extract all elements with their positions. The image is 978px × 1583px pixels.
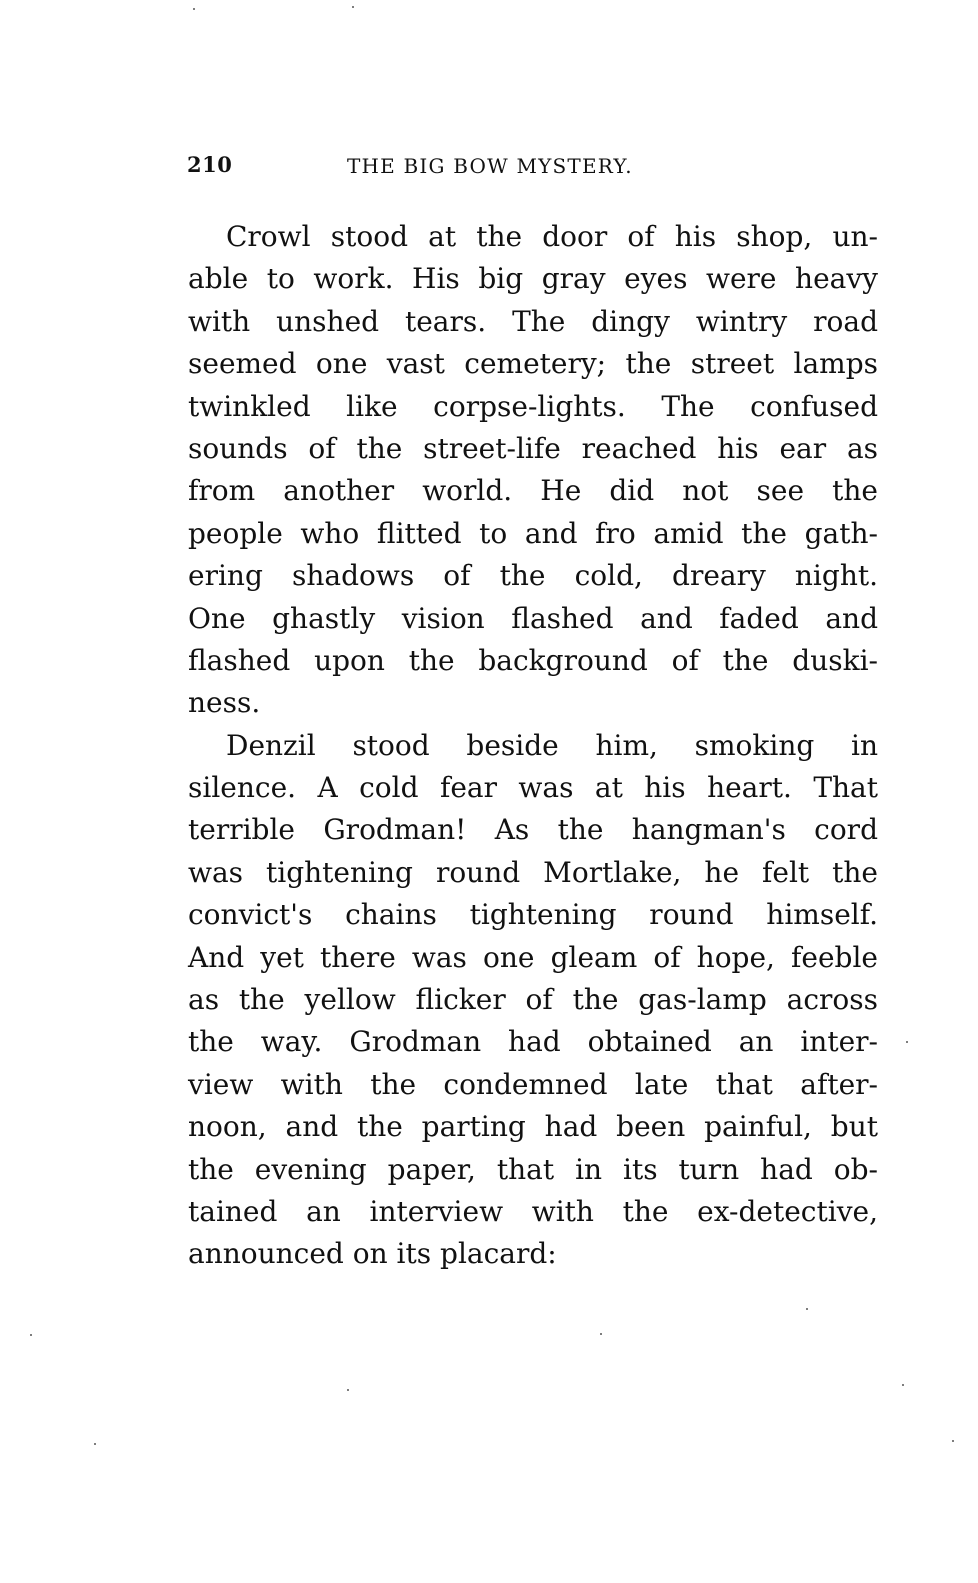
text-line: was tightening round Mortlake, he felt the [188,855,878,889]
text-line: sounds of the street-life reached his ear as [188,431,878,465]
text-line: seemed one vast cemetery; the street lamps [188,347,878,381]
text-line: with unshed tears. The dingy wintry road [188,304,878,338]
text-line: terrible Grodman! As the hangman's cord [188,813,878,847]
scan-speck [902,1384,904,1386]
text-line: from another world. He did not see the [188,474,878,508]
scan-speck [193,8,195,10]
text-line: noon, and the parting had been painful, but [188,1110,878,1144]
text-line: ering shadows of the cold, dreary night. [188,559,878,593]
scan-speck [352,6,354,8]
scan-speck [30,1334,32,1336]
text-line: And yet there was one gleam of hope, feeble [188,940,878,974]
scan-speck [952,1440,954,1442]
scan-speck [806,1308,808,1310]
running-title: THE BIG BOW MYSTERY. [347,154,633,178]
page-number: 210 [187,152,233,177]
text-line: One ghastly vision flashed and faded and [188,601,878,635]
scan-speck [600,1333,602,1335]
text-line: Denzil stood beside him, smoking in [226,728,878,762]
scan-speck [94,1443,96,1445]
text-line: flashed upon the background of the duski- [188,643,878,677]
scan-speck [906,1041,908,1043]
page-header [187,152,877,184]
body-text [188,216,878,1276]
text-line: twinkled like corpse-lights. The confused [188,389,878,423]
text-line: announced on its placard: [188,1237,557,1271]
text-line: as the yellow flicker of the gas-lamp across [188,983,878,1017]
text-line: silence. A cold fear was at his heart. That [188,771,878,805]
text-line: people who flitted to and fro amid the gath- [188,516,878,550]
text-line: ness. [188,686,261,720]
scan-speck [347,1389,349,1391]
text-line: the way. Grodman had obtained an inter- [188,1025,878,1059]
text-line: able to work. His big gray eyes were heavy [188,262,878,296]
text-line: convict's chains tightening round himself. [188,898,878,932]
text-line: the evening paper, that in its turn had ob- [188,1152,878,1186]
text-line: tained an interview with the ex-detective, [188,1194,878,1228]
text-line: Crowl stood at the door of his shop, un- [226,220,878,253]
text-line: view with the condemned late that after- [188,1067,878,1101]
